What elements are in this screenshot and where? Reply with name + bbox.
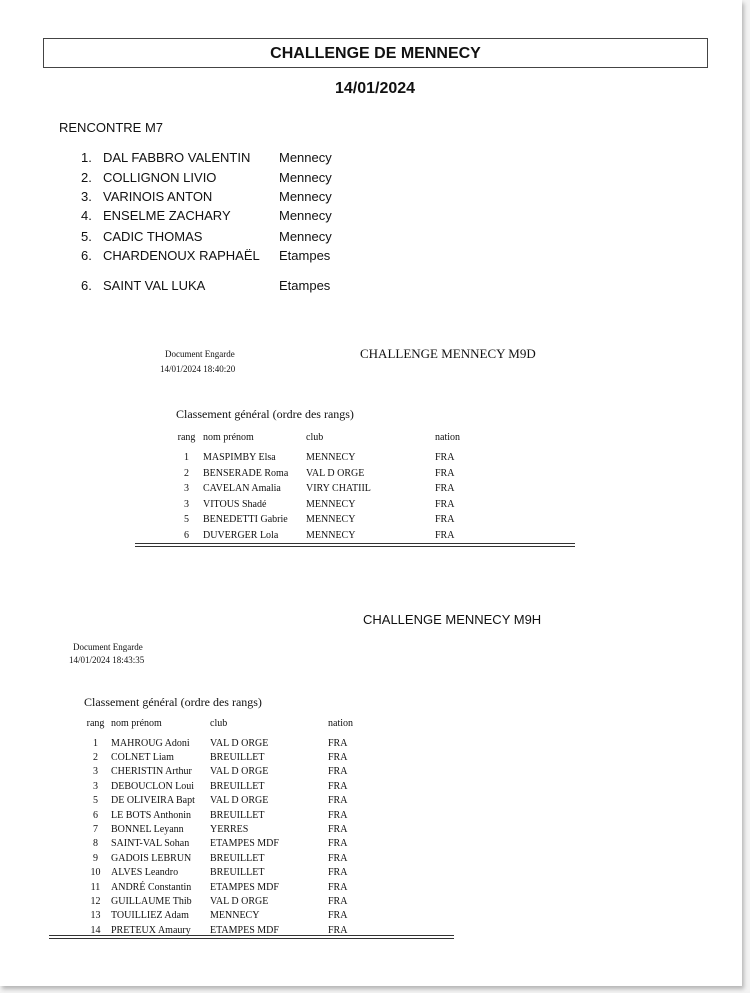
m9h-doc-date: 14/01/2024 18:43:35 [69, 655, 145, 665]
nation-cell: FRA [328, 895, 348, 907]
rank-cell: 5 [184, 514, 189, 526]
rank-cell: 6 [93, 809, 98, 821]
club-cell: MENNECY [306, 529, 356, 541]
club-cell: BREUILLET [210, 852, 265, 864]
m7-row [81, 229, 332, 244]
club-cell: VAL D ORGE [210, 895, 269, 907]
club-cell: VAL D ORGE [210, 737, 269, 749]
m9h-ranking-table [80, 718, 378, 937]
table-row [80, 866, 378, 880]
nation-cell: FRA [435, 483, 455, 495]
name-cell: SAINT-VAL Sohan [111, 838, 190, 850]
table-header-row [170, 432, 485, 450]
m9d-ranking-table [170, 432, 485, 543]
nation-cell: FRA [328, 924, 348, 936]
column-header-rang: rang [177, 432, 196, 443]
club-cell: VAL D ORGE [210, 795, 269, 807]
m7-rank: 2. [81, 170, 92, 185]
nation-cell: FRA [435, 514, 455, 526]
m7-rank: 1. [81, 150, 92, 165]
rank-cell: 6 [184, 529, 189, 541]
name-cell: CAVELAN Amalia [203, 483, 281, 495]
m7-row [81, 150, 332, 165]
name-cell: LE BOTS Anthonin [111, 809, 192, 821]
name-cell: MASPIMBY Elsa [203, 452, 276, 464]
m7-name: DAL FABBRO VALENTIN [103, 150, 251, 165]
column-header-nation: nation [328, 718, 353, 729]
m7-name: CADIC THOMAS [103, 229, 203, 244]
m7-name: COLLIGNON LIVIO [103, 170, 217, 185]
nation-cell: FRA [435, 529, 455, 541]
nation-cell: FRA [328, 752, 348, 764]
table-row [80, 750, 378, 764]
nation-cell: FRA [328, 795, 348, 807]
table-row [80, 779, 378, 793]
rank-cell: 10 [90, 867, 101, 879]
table-row [80, 794, 378, 808]
name-cell: GADOIS LEBRUN [111, 852, 192, 864]
club-cell: BREUILLET [210, 752, 265, 764]
rank-cell: 3 [184, 483, 189, 495]
rank-cell: 1 [93, 737, 98, 749]
m7-club: Mennecy [279, 229, 332, 244]
table-end-rule [49, 935, 454, 939]
name-cell: DEBOUCLON Loui [111, 780, 195, 792]
rank-cell: 7 [93, 824, 98, 836]
m7-rank: 4. [81, 208, 92, 223]
nation-cell: FRA [328, 867, 348, 879]
table-header-row [80, 718, 378, 736]
table-row [80, 894, 378, 908]
nation-cell: FRA [328, 824, 348, 836]
m7-rank: 6. [81, 248, 92, 263]
rank-cell: 2 [184, 467, 189, 479]
club-cell: BREUILLET [210, 867, 265, 879]
club-cell: BREUILLET [210, 780, 265, 792]
rank-cell: 8 [93, 838, 98, 850]
name-cell: GUILLAUME Thib [111, 895, 192, 907]
m7-row [81, 248, 330, 263]
name-cell: ANDRÉ Constantin [111, 881, 192, 893]
club-cell: ETAMPES MDF [210, 838, 279, 850]
club-cell: MENNECY [306, 498, 356, 510]
table-row [80, 880, 378, 894]
club-cell: ETAMPES MDF [210, 881, 279, 893]
m7-club: Mennecy [279, 170, 332, 185]
name-cell: BENEDETTI Gabrie [203, 514, 288, 526]
nation-cell: FRA [328, 809, 348, 821]
table-row [80, 765, 378, 779]
m9h-title: CHALLENGE MENNECY M9H [363, 612, 542, 627]
name-cell: CHERISTIN Arthur [111, 766, 192, 778]
club-cell: MENNECY [306, 514, 356, 526]
table-row [170, 450, 485, 466]
column-header-club: club [306, 432, 324, 443]
rank-cell: 1 [184, 452, 189, 464]
club-cell: YERRES [210, 824, 249, 836]
table-row [80, 736, 378, 750]
nation-cell: FRA [328, 737, 348, 749]
table-row [80, 909, 378, 923]
table-end-rule [135, 543, 575, 547]
nation-cell: FRA [328, 838, 348, 850]
m9h-doc-label: Document Engarde [73, 642, 143, 652]
name-cell: BENSERADE Roma [203, 467, 289, 479]
name-cell: DUVERGER Lola [203, 529, 279, 541]
rank-cell: 14 [90, 924, 101, 936]
club-cell: VIRY CHATIIL [306, 483, 371, 495]
rank-cell: 12 [90, 895, 101, 907]
name-cell: VITOUS Shadé [203, 498, 267, 510]
club-cell: MENNECY [210, 910, 260, 922]
column-header-nation: nation [435, 432, 460, 443]
m7-heading: RENCONTRE M7 [59, 120, 164, 135]
m9d-doc-date: 14/01/2024 18:40:20 [160, 364, 236, 374]
nation-cell: FRA [435, 498, 455, 510]
rank-cell: 11 [90, 881, 101, 893]
nation-cell: FRA [328, 910, 348, 922]
m7-club: Etampes [279, 248, 331, 263]
nation-cell: FRA [435, 452, 455, 464]
m7-club: Mennecy [279, 208, 332, 223]
nation-cell: FRA [328, 852, 348, 864]
table-row [80, 808, 378, 822]
nation-cell: FRA [328, 766, 348, 778]
name-cell: COLNET Liam [111, 752, 174, 764]
column-header-name: nom prénom [111, 718, 162, 729]
m9h-classement-heading: Classement général (ordre des rangs) [84, 695, 262, 709]
table-row [170, 466, 485, 482]
rank-cell: 3 [93, 766, 98, 778]
m9d-doc-label: Document Engarde [165, 349, 235, 359]
m7-row [81, 278, 330, 293]
m9d-classement-heading: Classement général (ordre des rangs) [176, 407, 354, 421]
table-row [80, 837, 378, 851]
rank-cell: 2 [93, 752, 98, 764]
club-cell: BREUILLET [210, 809, 265, 821]
table-row [80, 822, 378, 836]
column-header-rang: rang [86, 718, 105, 729]
table-row [170, 512, 485, 528]
rank-cell: 3 [184, 498, 189, 510]
m7-club: Mennecy [279, 189, 332, 204]
m7-row [81, 170, 332, 185]
m7-club: Etampes [279, 278, 331, 293]
rank-cell: 5 [93, 795, 98, 807]
club-cell: MENNECY [306, 452, 356, 464]
m9d-title: CHALLENGE MENNECY M9D [360, 346, 536, 361]
name-cell: TOUILLIEZ Adam [111, 910, 189, 922]
table-row [170, 497, 485, 513]
m7-name: SAINT VAL LUKA [103, 278, 206, 293]
nation-cell: FRA [435, 467, 455, 479]
name-cell: MAHROUG Adoni [111, 737, 190, 749]
m7-name: VARINOIS ANTON [103, 189, 213, 204]
m7-club: Mennecy [279, 150, 332, 165]
nation-cell: FRA [328, 780, 348, 792]
nation-cell: FRA [328, 881, 348, 893]
m7-row [81, 208, 332, 223]
club-cell: VAL D ORGE [210, 766, 269, 778]
table-row [170, 528, 485, 544]
club-cell: VAL D ORGE [306, 467, 365, 479]
m7-rank: 3. [81, 189, 92, 204]
document-date: 14/01/2024 [334, 80, 416, 97]
name-cell: PRETEUX Amaury [111, 924, 191, 936]
club-cell: ETAMPES MDF [210, 924, 279, 936]
name-cell: ALVES Leandro [111, 867, 179, 879]
m7-rank: 6. [81, 278, 92, 293]
column-header-club: club [210, 718, 228, 729]
m7-name: CHARDENOUX RAPHAËL [103, 248, 260, 263]
rank-cell: 3 [93, 780, 98, 792]
table-row [80, 851, 378, 865]
m7-rank: 5. [81, 229, 92, 244]
m7-row [81, 189, 332, 204]
name-cell: BONNEL Leyann [111, 824, 184, 836]
column-header-name: nom prénom [203, 432, 254, 443]
document-title: CHALLENGE DE MENNECY [43, 38, 708, 68]
rank-cell: 13 [90, 910, 101, 922]
rank-cell: 9 [93, 852, 98, 864]
name-cell: DE OLIVEIRA Bapt [111, 795, 195, 807]
m7-name: ENSELME ZACHARY [103, 208, 231, 223]
table-row [170, 481, 485, 497]
